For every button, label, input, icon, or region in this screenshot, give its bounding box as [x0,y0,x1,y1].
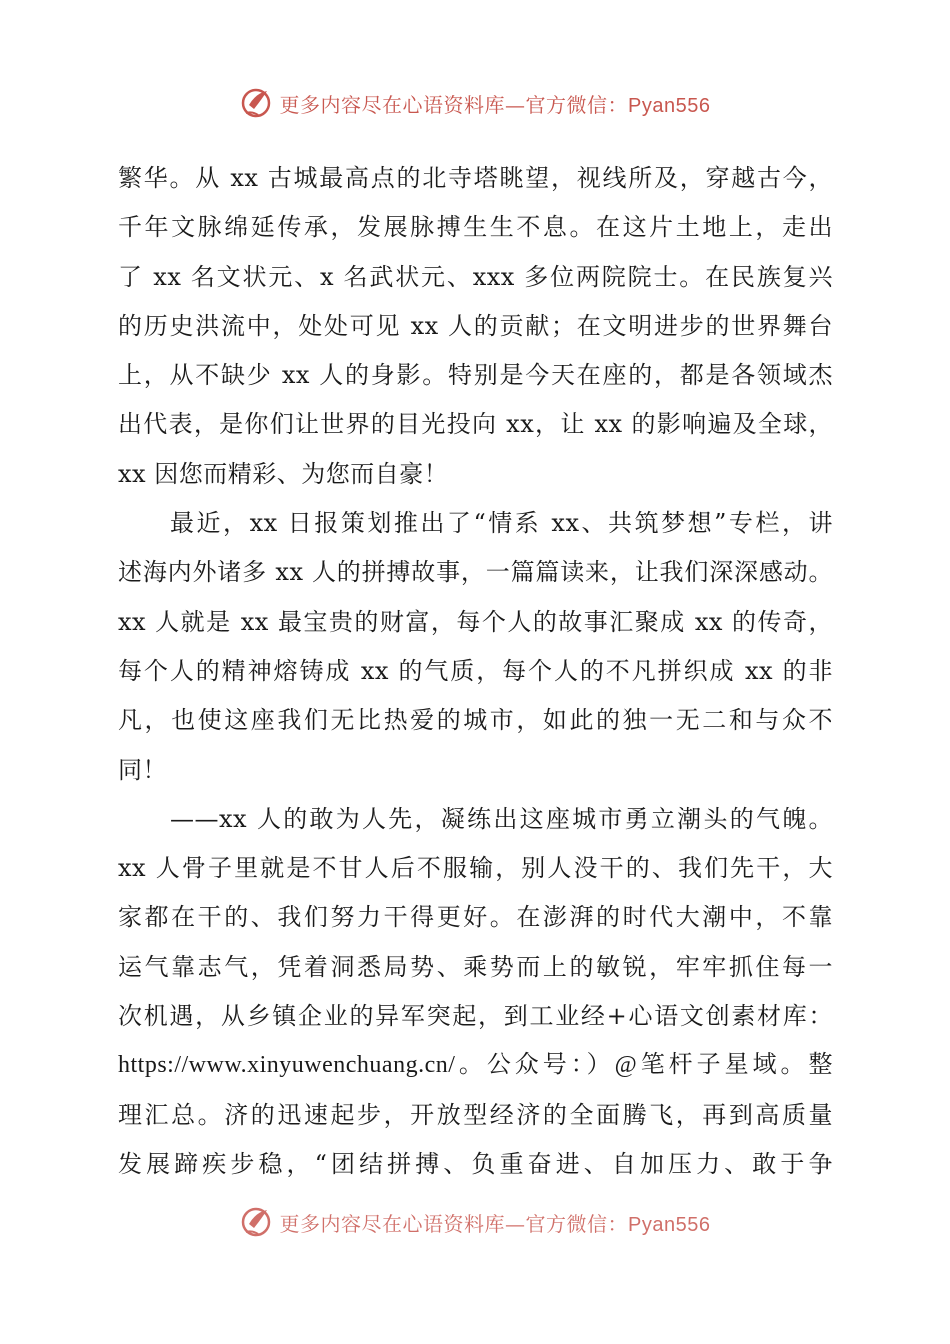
text-line: xx 因您而精彩、为您而自豪！ [118,459,449,488]
footer-contact: Pyan556 [628,1213,711,1236]
brand-logo-icon [240,1204,276,1240]
text-line: 了 xx 名文状元、x 名武状元、xxx 多位两院院士。在民族复兴 [118,262,833,291]
text-line: 次机遇，从乡镇企业的异军突起，到工业经+心语文创素材库： [118,1002,833,1031]
header-contact: Pyan556 [628,94,711,117]
header-text: 更多内容尽在心语资料库—官方微信：Pyan556 [279,92,711,117]
page-footer [0,1202,950,1242]
document-body [118,154,833,1189]
page-header [0,83,950,123]
text-line: 的历史洪流中，处处可见 xx 人的贡献；在文明进步的世界舞台 [118,311,833,340]
text-line: 出代表，是你们让世界的目光投向 xx，让 xx 的影响遍及全球， [118,410,833,439]
text-line: 理汇总。济的迅速起步，开放型经济的全面腾飞，再到高质量 [118,1100,833,1129]
text-line: 繁华。从 xx 古城最高点的北寺塔眺望，视线所及，穿越古今， [118,164,833,192]
text-line: 凡，也使这座我们无比热爱的城市，如此的独一无二和与众不 [118,706,833,735]
text-line: 千年文脉绵延传承，发展脉搏生生不息。在这片土地上，走出 [118,213,833,242]
text-line: xx 人骨子里就是不甘人后不服输，别人没干的、我们先干，大 [118,854,833,883]
text-line: 运气靠志气，凭着洞悉局势、乘势而上的敏锐，牢牢抓住每一 [118,952,833,981]
text-line: 家都在干的、我们努力干得更好。在澎湃的时代大潮中，不靠 [118,903,833,932]
text-line: 述海内外诸多 xx 人的拼搏故事，一篇篇读来，让我们深深感动。 [118,558,833,587]
text-line: https://www.xinyuwenchuang.cn/。公众号：）@笔杆子星域。整 [118,1052,833,1079]
text-line: 发展蹄疾步稳，“团结拼搏、负重奋进、自加压力、敢于争 [118,1149,833,1178]
brand-logo-icon [240,85,276,121]
footer-text: 更多内容尽在心语资料库—官方微信：Pyan556 [279,1211,711,1236]
text-line: 上，从不缺少 xx 人的身影。特别是今天在座的，都是各领域杰 [118,361,833,390]
text-line: 最近，xx 日报策划推出了“情系 xx、共筑梦想”专栏，讲 [170,509,833,538]
text-line: ——xx 人的敢为人先，凝练出这座城市勇立潮头的气魄。 [170,804,833,833]
text-line: 同！ [118,755,167,784]
text-line: 每个人的精神熔铸成 xx 的气质，每个人的不凡拼织成 xx 的非 [118,656,833,685]
text-line: xx 人就是 xx 最宝贵的财富，每个人的故事汇聚成 xx 的传奇， [118,607,833,636]
